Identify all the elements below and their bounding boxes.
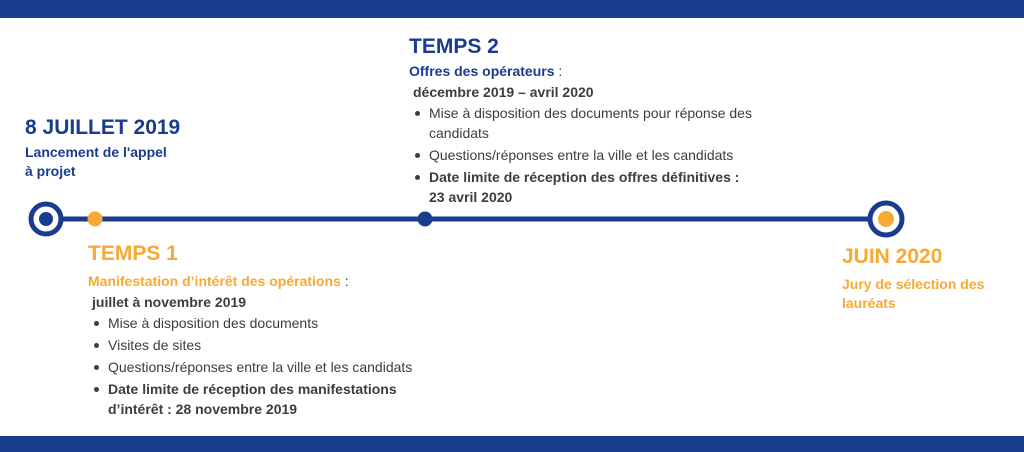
temps2-deadline xyxy=(429,167,752,207)
end-milestone-dot xyxy=(878,211,894,227)
end-date: JUIN 2020 xyxy=(842,245,943,268)
end-label-line2: lauréats xyxy=(842,295,896,311)
start-date: 8 JUILLET 2019 xyxy=(25,116,181,139)
temps2-deadline-line2: 23 avril 2020 xyxy=(429,189,513,205)
temps1-subtitle-line xyxy=(88,272,412,291)
temps1-deadline-line1: Date limite de réception des manifestations xyxy=(108,381,397,397)
temps1-deadline xyxy=(108,379,412,419)
start-label-line1: Lancement de l'appel xyxy=(25,144,167,160)
temps2-item: Questions/réponses entre la ville et les candidats xyxy=(429,145,752,165)
end-label-line1: Jury de sélection des xyxy=(842,276,985,292)
temps1-block xyxy=(88,241,412,421)
temps1-deadline-line2: d’intérêt : 28 novembre 2019 xyxy=(108,401,298,417)
end-milestone xyxy=(842,244,984,313)
start-milestone xyxy=(25,115,180,181)
temps1-item: Visites de sites xyxy=(108,335,412,355)
temps2-period: décembre 2019 – avril 2020 xyxy=(413,84,594,100)
temps1-subtitle-colon: : xyxy=(340,273,349,289)
temps2-list xyxy=(409,103,752,207)
start-label-line2: à projet xyxy=(25,163,76,179)
temps1-period: juillet à novembre 2019 xyxy=(92,294,247,310)
temps1-item: Mise à disposition des documents xyxy=(108,313,412,333)
temps1-subtitle: Manifestation d’intérêt des opérations xyxy=(88,273,341,289)
temps2-subtitle-colon: : xyxy=(554,63,563,79)
temps2-dot xyxy=(418,212,433,227)
temps2-item1-line1: Mise à disposition des documents pour réponse des xyxy=(429,105,752,121)
temps2-title: TEMPS 2 xyxy=(409,35,499,58)
temps2-subtitle: Offres des opérateurs xyxy=(409,63,555,79)
temps1-item: Questions/réponses entre la ville et les candidats xyxy=(108,359,413,375)
temps2-subtitle-line xyxy=(409,62,752,81)
bottom-banner-stripe xyxy=(0,436,1024,452)
temps1-dot xyxy=(88,212,103,227)
temps1-list xyxy=(88,313,412,419)
temps2-deadline-line1: Date limite de réception des offres définitives : xyxy=(429,169,740,185)
temps2-item1-line2: candidats xyxy=(429,125,489,141)
temps2-block xyxy=(409,34,752,209)
start-milestone-dot xyxy=(39,212,53,226)
temps1-title: TEMPS 1 xyxy=(88,242,178,265)
temps2-item xyxy=(429,103,752,143)
